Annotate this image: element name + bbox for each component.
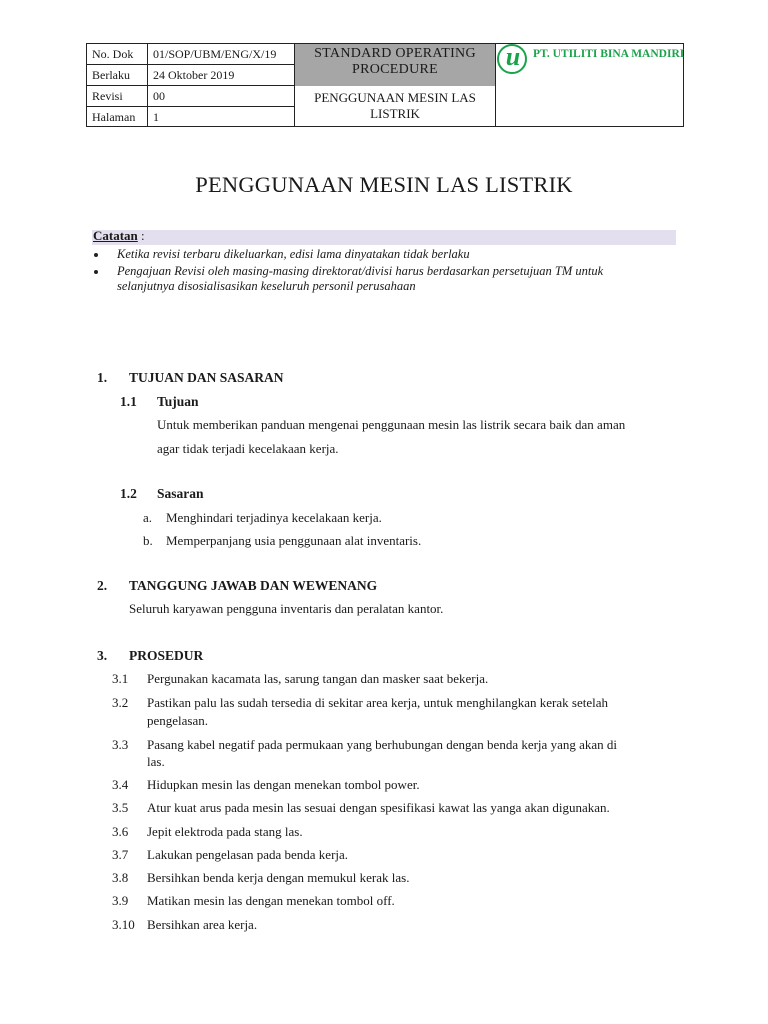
note-item: Ketika revisi terbaru dikeluarkan, edisi lama dinyatakan tidak berlaku <box>117 247 470 261</box>
step-number: 3.10 <box>112 917 135 932</box>
sop-subject: PENGGUNAAN MESIN LAS LISTRIK <box>314 90 476 121</box>
subsection-number: 1.1 <box>120 394 137 409</box>
step-number: 3.2 <box>112 695 129 710</box>
note-item-continued: selanjutnya disosialisasikan keseluruh personil perusahaan <box>117 279 416 293</box>
list-marker: b. <box>143 533 153 548</box>
revision-label: Revisi <box>92 89 123 103</box>
step-number: 3.6 <box>112 824 129 839</box>
step-text: Pergunakan kacamata las, sarung tangan dan masker saat bekerja. <box>147 671 489 686</box>
paragraph-line: Seluruh karyawan pengguna inventaris dan peralatan kantor. <box>129 601 444 616</box>
sop-title: STANDARD OPERATING PROCEDURE <box>314 46 476 77</box>
section-number: 2. <box>97 578 108 593</box>
step-text-continued: pengelasan. <box>147 713 209 728</box>
section-number: 3. <box>97 648 108 663</box>
list-marker: a. <box>143 510 153 525</box>
company-name: PT. UTILITI BINA MANDIRI <box>533 48 685 60</box>
step-number: 3.7 <box>112 847 129 862</box>
step-number: 3.9 <box>112 893 129 908</box>
step-text: Atur kuat arus pada mesin las sesuai dengan spesifikasi kawat las yanga akan digunakan. <box>147 800 610 815</box>
bullet-icon <box>94 253 98 257</box>
subsection-title: Tujuan <box>157 394 199 409</box>
revision-value: 00 <box>153 89 165 103</box>
step-number: 3.1 <box>112 671 129 686</box>
note-item: Pengajuan Revisi oleh masing-masing direktorat/divisi harus berdasarkan persetujuan TM untuk <box>117 264 604 278</box>
step-text: Pasang kabel negatif pada permukaan yang berhubungan dengan benda kerja yang akan di <box>147 737 617 752</box>
effective-value: 24 Oktober 2019 <box>153 68 235 82</box>
step-text: Jepit elektroda pada stang las. <box>147 824 303 839</box>
subsection-number: 1.2 <box>120 486 137 501</box>
step-number: 3.3 <box>112 737 129 752</box>
note-label: Catatan : <box>93 228 145 243</box>
step-text: Hidupkan mesin las dengan menekan tombol power. <box>147 777 420 792</box>
list-item: Memperpanjang usia penggunaan alat inventaris. <box>166 533 422 548</box>
doc-number-value: 01/SOP/UBM/ENG/X/19 <box>153 47 277 61</box>
step-text-continued: las. <box>147 754 165 769</box>
step-text: Bersihkan benda kerja dengan memukul kerak las. <box>147 870 410 885</box>
section-title: TANGGUNG JAWAB DAN WEWENANG <box>129 578 378 593</box>
company-logo-letter: u <box>505 42 521 71</box>
step-text: Pastikan palu las sudah tersedia di sekitar area kerja, untuk menghilangkan kerak setelah <box>147 695 608 710</box>
section-number: 1. <box>97 370 108 385</box>
step-text: Lakukan pengelasan pada benda kerja. <box>147 847 349 862</box>
page-value: 1 <box>153 110 159 124</box>
paragraph-line: agar tidak terjadi kecelakaan kerja. <box>157 441 339 456</box>
step-text: Matikan mesin las dengan menekan tombol off. <box>147 893 395 908</box>
section-title: PROSEDUR <box>129 648 204 663</box>
page-title: PENGGUNAAN MESIN LAS LISTRIK <box>195 172 573 197</box>
step-number: 3.4 <box>112 777 129 792</box>
note-highlight <box>92 230 676 245</box>
effective-label: Berlaku <box>92 68 130 82</box>
paragraph-line: Untuk memberikan panduan mengenai penggunaan mesin las listrik secara baik dan aman <box>157 417 626 432</box>
section-title: TUJUAN DAN SASARAN <box>129 370 284 385</box>
bullet-icon <box>94 270 98 274</box>
page-label: Halaman <box>92 110 136 124</box>
step-text: Bersihkan area kerja. <box>147 917 258 932</box>
step-number: 3.8 <box>112 870 129 885</box>
step-number: 3.5 <box>112 800 129 815</box>
document-header-table <box>86 43 684 127</box>
doc-number-label: No. Dok <box>92 47 134 61</box>
subsection-title: Sasaran <box>157 486 204 501</box>
list-item: Menghindari terjadinya kecelakaan kerja. <box>166 510 382 525</box>
